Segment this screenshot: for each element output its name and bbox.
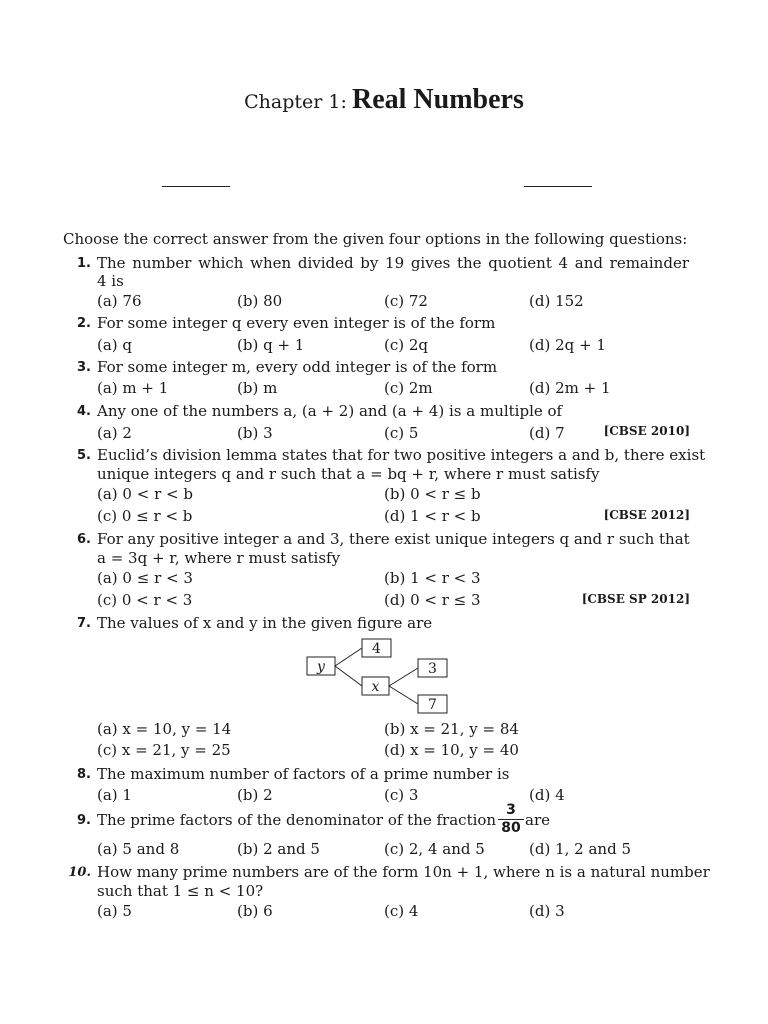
node-7-label: 7 [428, 697, 437, 713]
question-9-text: The prime factors of the denominator of the fraction [97, 811, 497, 829]
option-a: (a) 2 [97, 424, 132, 442]
option-d: (d) 1 < r < b [384, 507, 481, 525]
question-3-text: For some integer m, every odd integer is of the form [97, 358, 498, 376]
factor-tree-figure [300, 634, 460, 716]
question-number: 10. [68, 865, 91, 880]
fraction-3-over-80 [498, 802, 524, 837]
instruction-text: Choose the correct answer from the given four options in the following questions: [63, 230, 688, 248]
question-1-line-1: The number which when divided by 19 gives the quotient 4 and remainder [97, 254, 689, 272]
divider-left [162, 186, 230, 187]
question-10-line-1: How many prime numbers are of the form 10n + 1, where n is a natural number [97, 863, 710, 881]
question-8-text: The maximum number of factors of a prime number is [97, 765, 510, 783]
node-y-label: y [317, 659, 325, 675]
question-number: 5. [77, 448, 91, 463]
option-a: (a) 5 and 8 [97, 840, 180, 858]
option-a: (a) 0 < r < b [97, 485, 193, 503]
chapter-prefix: Chapter 1: [244, 91, 347, 113]
chapter-title: Real Numbers [351, 84, 524, 115]
option-b: (b) 2 [237, 786, 273, 804]
option-c: (c) 2q [384, 336, 429, 354]
question-number: 3. [77, 360, 91, 375]
option-c: (c) 0 ≤ r < b [97, 507, 193, 525]
option-a: (a) 5 [97, 902, 132, 920]
question-number: 7. [77, 616, 91, 631]
node-4-label: 4 [372, 641, 381, 657]
question-5-line-2: unique integers q and r such that a = bq + r, where r must satisfy [97, 465, 600, 483]
chapter-heading [0, 84, 768, 116]
option-b: (b) q + 1 [237, 336, 305, 354]
option-c: (c) x = 21, y = 25 [97, 741, 231, 759]
node-3-label: 3 [428, 661, 437, 677]
edge-x-3 [389, 668, 418, 686]
source-tag: [CBSE SP 2012] [581, 592, 690, 606]
question-1-line-2: 4 is [97, 272, 124, 290]
option-d: (d) 152 [529, 292, 584, 310]
question-number: 4. [77, 404, 91, 419]
option-d: (d) 3 [529, 902, 565, 920]
option-b: (b) x = 21, y = 84 [384, 720, 519, 738]
option-c: (c) 5 [384, 424, 419, 442]
source-tag: [CBSE 2010] [603, 424, 690, 438]
question-6-line-1: For any positive integer a and 3, there exist unique integers q and r such that [97, 530, 690, 548]
question-9-tail: are [525, 811, 550, 829]
fraction-denominator: 80 [501, 820, 521, 836]
question-number: 1. [77, 256, 91, 271]
divider-right [524, 186, 592, 187]
option-d: (d) 4 [529, 786, 565, 804]
option-b: (b) 2 and 5 [237, 840, 320, 858]
option-b: (b) 3 [237, 424, 273, 442]
question-2-text: For some integer q every even integer is of the form [97, 314, 496, 332]
option-b: (b) 1 < r < 3 [384, 569, 481, 587]
option-b: (b) m [237, 379, 278, 397]
option-c: (c) 2, 4 and 5 [384, 840, 485, 858]
question-5-line-1: Euclid’s division lemma states that for two positive integers a and b, there exist [97, 446, 706, 464]
option-d: (d) 0 < r ≤ 3 [384, 591, 481, 609]
question-number: 2. [77, 316, 91, 331]
option-c: (c) 72 [384, 292, 428, 310]
option-b: (b) 0 < r ≤ b [384, 485, 481, 503]
option-d: (d) x = 10, y = 40 [384, 741, 519, 759]
question-10-line-2: such that 1 ≤ n < 10? [97, 882, 264, 900]
source-tag: [CBSE 2012] [603, 508, 690, 522]
option-c: (c) 4 [384, 902, 419, 920]
edge-y-x [335, 666, 362, 686]
question-number: 9. [77, 813, 91, 828]
option-d: (d) 1, 2 and 5 [529, 840, 631, 858]
question-6-line-2: a = 3q + r, where r must satisfy [97, 549, 341, 567]
edge-x-7 [389, 686, 418, 704]
option-a: (a) 1 [97, 786, 132, 804]
option-b: (b) 6 [237, 902, 273, 920]
node-x-label: x [371, 679, 380, 695]
option-a: (a) x = 10, y = 14 [97, 720, 232, 738]
option-c: (c) 2m [384, 379, 433, 397]
option-a: (a) q [97, 336, 133, 354]
option-c: (c) 0 < r < 3 [97, 591, 193, 609]
option-a: (a) 0 ≤ r < 3 [97, 569, 193, 587]
question-number: 6. [77, 532, 91, 547]
option-a: (a) 76 [97, 292, 142, 310]
option-d: (d) 2m + 1 [529, 379, 611, 397]
option-d: (d) 2q + 1 [529, 336, 606, 354]
question-4-text: Any one of the numbers a, (a + 2) and (a + 4) is a multiple of [97, 402, 563, 420]
option-c: (c) 3 [384, 786, 419, 804]
option-d: (d) 7 [529, 424, 565, 442]
option-a: (a) m + 1 [97, 379, 169, 397]
option-b: (b) 80 [237, 292, 283, 310]
fraction-numerator: 3 [498, 802, 524, 820]
question-number: 8. [77, 767, 91, 782]
edge-y-4 [335, 648, 362, 666]
question-7-text: The values of x and y in the given figure are [97, 614, 433, 632]
